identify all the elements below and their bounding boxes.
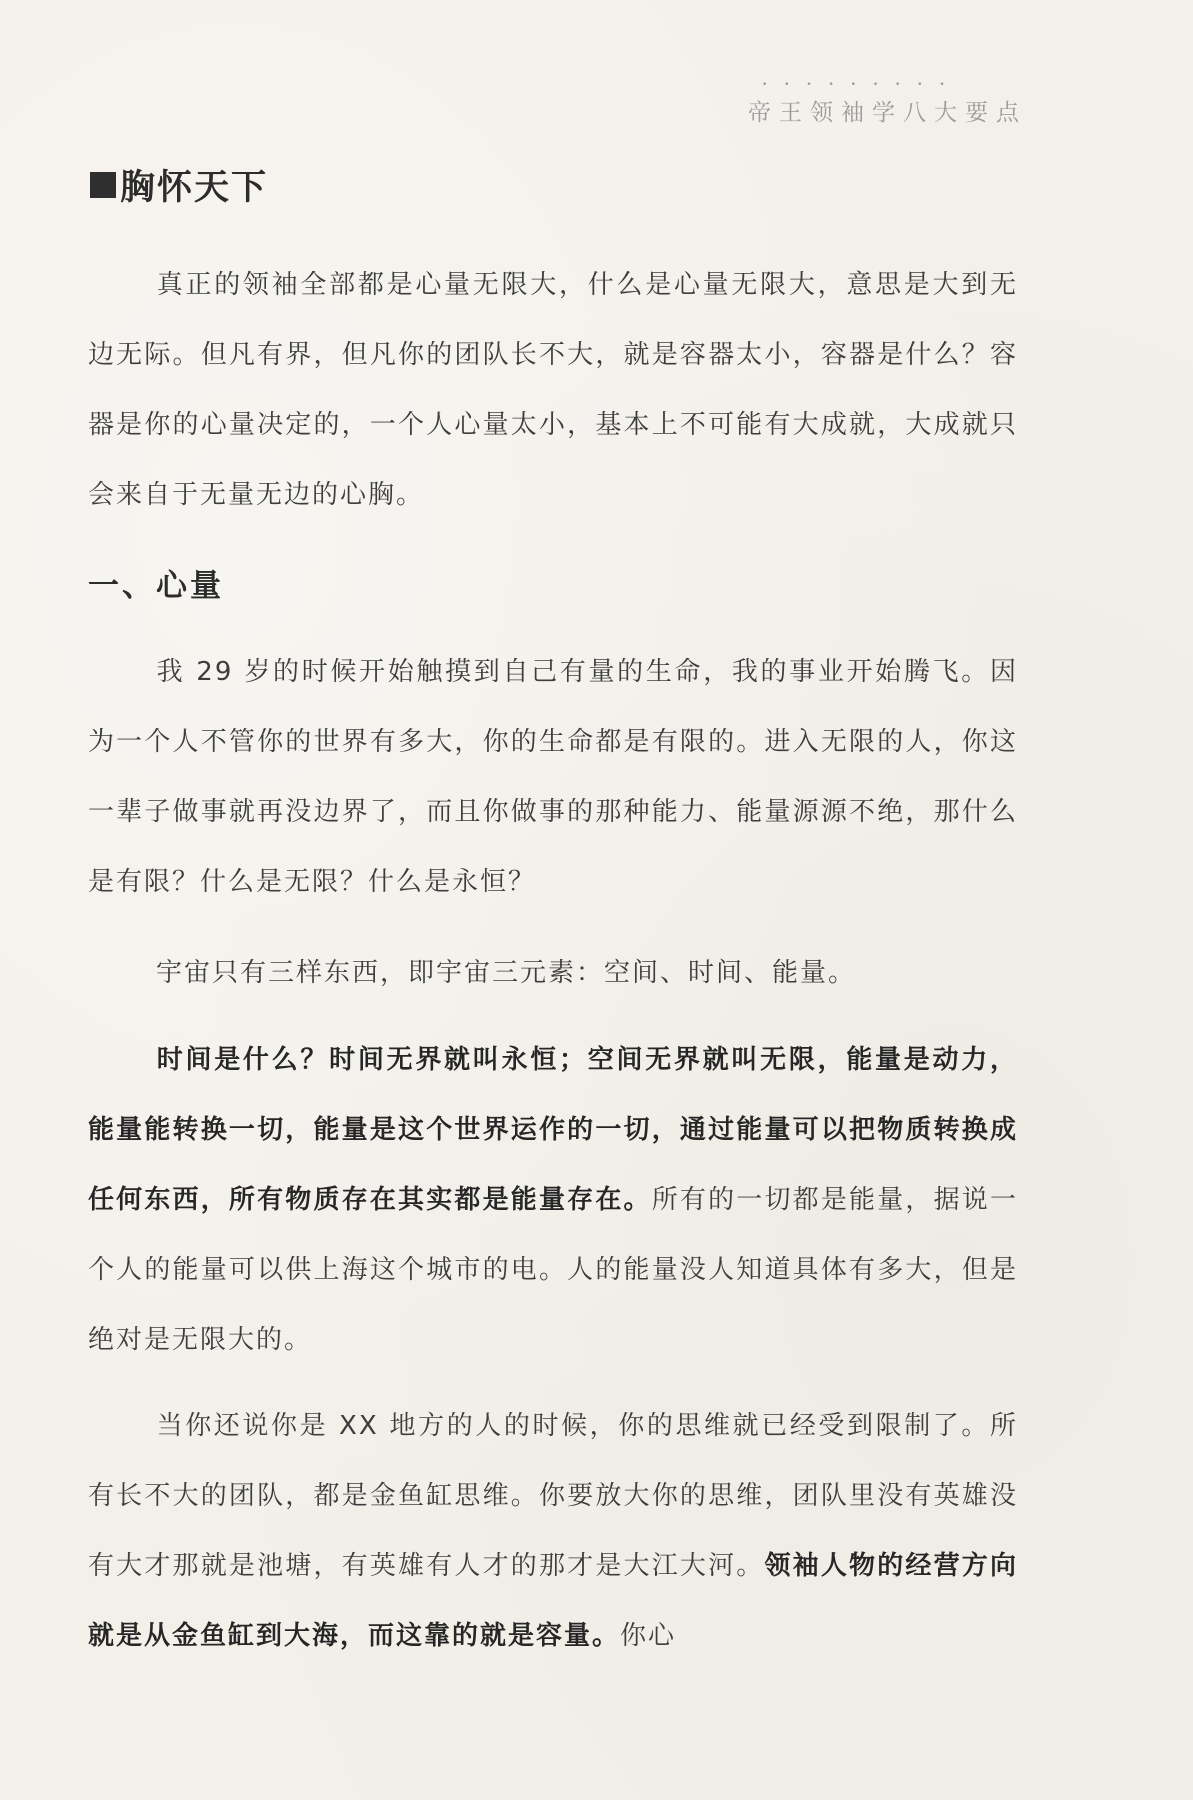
paragraph-3 xyxy=(88,938,1018,1008)
subheading: 一、心量 xyxy=(88,568,224,604)
section-title-text: 胸怀天下 xyxy=(120,168,269,208)
paragraph-5-start: 当你还说你是 XX 地方的人的时候，你的思维就已经受到限制了。所有长不大的团队，都是金鱼缸思维。你要放大你的思维，团队里没有英雄没有大才那就是池塘，有英雄有人才的那才是大江大河。 xyxy=(88,1411,1018,1581)
paragraph-3-text: 宇宙只有三样东西，即宇宙三元素：空间、时间、能量。 xyxy=(156,958,857,988)
section-title xyxy=(90,160,268,210)
square-bullet-icon xyxy=(90,172,116,198)
paragraph-1 xyxy=(88,250,1018,530)
paragraph-4-rest: 所有的一切都是能量，据说一个人的能量可以供上海这个城市的电。人的能量没人知道具体有多大，但是绝对是无限大的。 xyxy=(88,1185,1018,1355)
header-dots: • • • • • • • • • xyxy=(762,80,952,90)
paragraph-1-text: 真正的领袖全部都是心量无限大，什么是心量无限大，意思是大到无边无际。但凡有界，但凡你的团队长不大，就是容器太小，容器是什么？容器是你的心量决定的，一个人心量太小，基本上不可能有大成就，大成就只会来自于无量无边的心胸。 xyxy=(88,270,1018,510)
paragraph-4-bold: 时间是什么？时间无界就叫永恒；空间无界就叫无限，能量是动力，能量能转换一切，能量是这个世界运作的一切，通过能量可以把物质转换成任何东西，所有物质存在其实都是能量存在。 xyxy=(88,1045,1018,1215)
paragraph-2 xyxy=(88,637,1018,917)
paragraph-2-text: 我 29 岁的时候开始触摸到自己有量的生命，我的事业开始腾飞。因为一个人不管你的世界有多大，你的生命都是有限的。进入无限的人，你这一辈子做事就再没边界了，而且你做事的那种能力、能量源源不绝，那什么是有限？什么是无限？什么是永恒？ xyxy=(88,657,1018,897)
paragraph-5 xyxy=(88,1391,1018,1671)
paragraph-4 xyxy=(88,1025,1018,1375)
header-title: 帝王领袖学八大要点 xyxy=(748,100,1027,126)
paragraph-5-bold: 领袖人物的经营方向就是从金鱼缸到大海，而这靠的就是容量。 xyxy=(88,1551,1018,1651)
running-header xyxy=(748,80,1027,127)
paragraph-5-end: 你心 xyxy=(620,1621,677,1651)
